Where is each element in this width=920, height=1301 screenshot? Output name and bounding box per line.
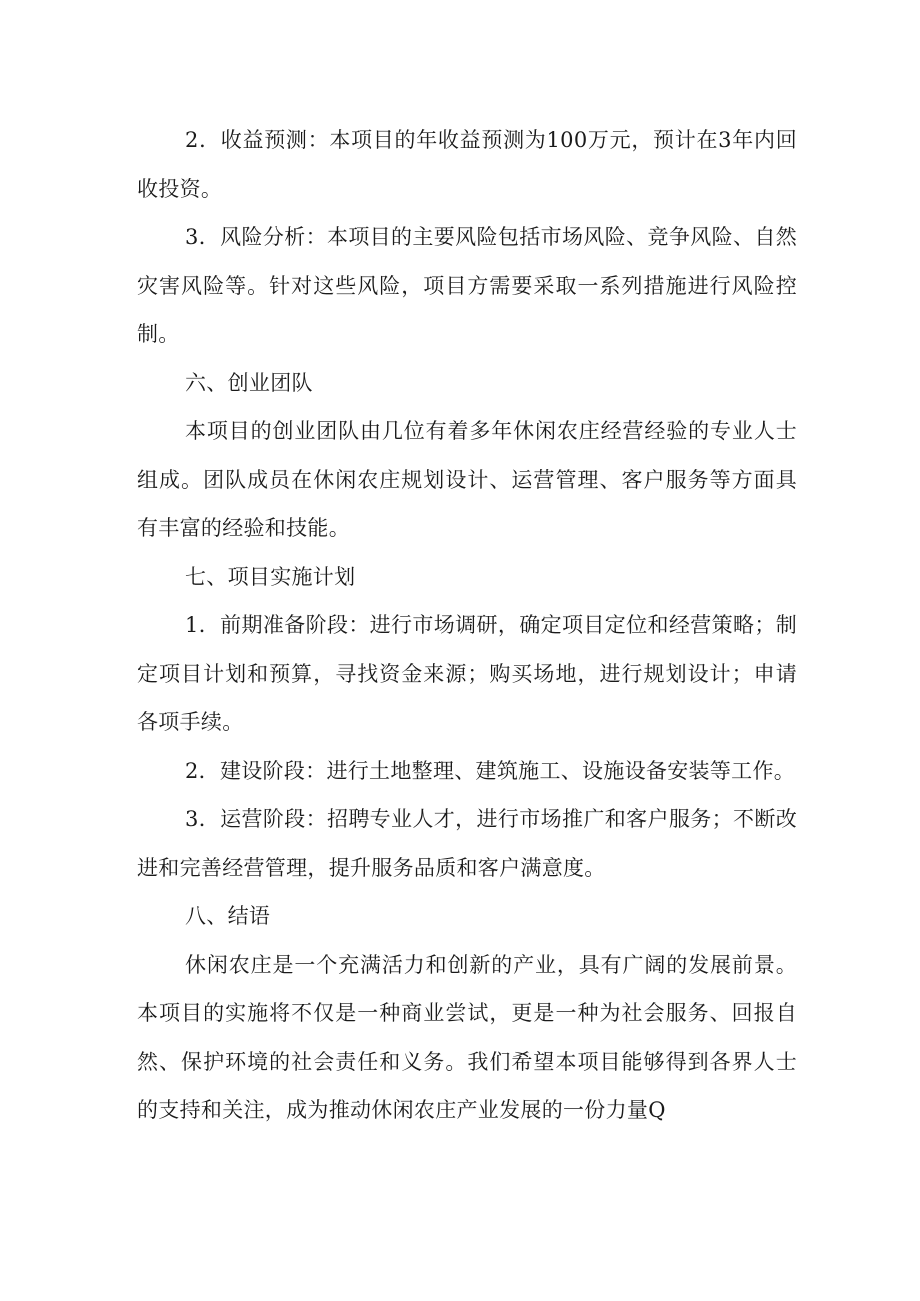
paragraph-risk-analysis: 3．风险分析：本项目的主要风险包括市场风险、竞争风险、自然灾害风险等。针对这些风险，项目方需要采取一系列措施进行风险控制。 [137,225,797,346]
paragraph-startup-team: 本项目的创业团队由几位有着多年休闲农庄经营经验的专业人士组成。团队成员在休闲农庄规划设计、运营管理、客户服务等方面具有丰富的经验和技能。 [137,419,797,540]
paragraph-conclusion: 休闲农庄是一个充满活力和创新的产业，具有广阔的发展前景。本项目的实施将不仅是一种商业尝试，更是一种为社会服务、回报自然、保护环境的社会责任和义务。我们希望本项目能够得到各界人士的支持和关注，成为推动休闲农庄产业发展的一份力量Q [137,952,797,1122]
paragraph-revenue-forecast: 2．收益预测：本项目的年收益预测为100万元，预计在3年内回收投资。 [137,128,797,201]
paragraph-preparation-stage: 1．前期准备阶段：进行市场调研，确定项目定位和经营策略；制定项目计划和预算，寻找资金来源；购买场地，进行规划设计；申请各项手续。 [137,613,797,734]
paragraph-construction-stage: 2．建设阶段：进行土地整理、建筑施工、设施设备安装等工作。 [185,758,796,783]
heading-startup-team: 六、创业团队 [185,370,313,395]
paragraph-operation-stage: 3．运营阶段：招聘专业人才，进行市场推广和客户服务；不断改进和完善经营管理，提升服务品质和客户满意度。 [137,807,797,880]
heading-conclusion: 八、结语 [185,904,271,928]
heading-implementation-plan: 七、项目实施计划 [185,564,356,589]
document-body [137,116,797,1135]
